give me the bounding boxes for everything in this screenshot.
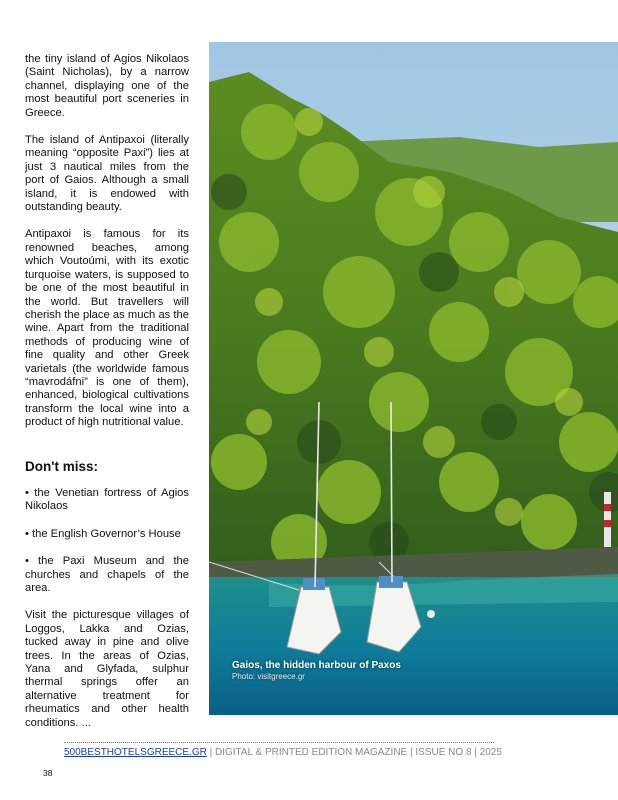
list-item: • the English Governor’s House (25, 527, 181, 540)
paragraph-antipaxoi-intro: The island of Antipaxoi (literally meaning “opposite Paxi”) lies at just 3 nautical miles from the port of Gaios. Although a small island, it is endowed with outstanding beauty. (25, 134, 189, 214)
paragraph-agios-nikolaos: the tiny island of Agios Nikolaos (Saint Nicholas), by a narrow channel, displaying one of the most beautiful port sceneries in Greece. (25, 53, 189, 119)
photo-credit: Photo: visitgreece.gr (232, 672, 305, 681)
paragraph-antipaxoi-wine: Antipaxoi is famous for its renowned beaches, among which Voutoúmi, with its exotic turquoise waters, is supposed to be one of the most beautiful in the world. But travellers will cherish the place as much as the wine. Apart from the traditional methods of producing wine of fine quality and other Greek varietals (the worldwide famous “mavrodáfni” is one of them), enhanced, biological cultivations transform the local wine into a product of high nutritional value. (25, 228, 189, 429)
magazine-website-link[interactable]: 500BESTHOTELSGREECE.GR (64, 747, 207, 758)
page-number: 38 (43, 768, 53, 778)
dont-miss-list (25, 487, 189, 595)
harbour-photo-illustration (209, 42, 618, 715)
photo-caption (232, 660, 401, 682)
footer-edition-text: | DIGITAL & PRINTED EDITION MAGAZINE | ISSUE NO 8 | 2025 (206, 747, 502, 758)
harbour-photo (209, 42, 618, 715)
footer (64, 747, 502, 758)
footer-divider (64, 742, 494, 743)
list-item: • the Paxi Museum and the churches and chapels of the area. (25, 555, 189, 594)
photo-caption-title: Gaios, the hidden harbour of Paxos (232, 660, 401, 671)
paragraph-villages: Visit the picturesque villages of Loggos, Lakka and Ozias, tucked away in pine and olive trees. In the areas of Ozias, Yana and Glyfada, sulphur thermal springs offer an alternative treatment for rheumatics and other health conditions. ... (25, 609, 189, 729)
dont-miss-heading: Don't miss: (25, 458, 98, 474)
list-item: • the Venetian fortress of Agios Nikolaos (25, 486, 189, 513)
article-text-column (25, 53, 189, 744)
